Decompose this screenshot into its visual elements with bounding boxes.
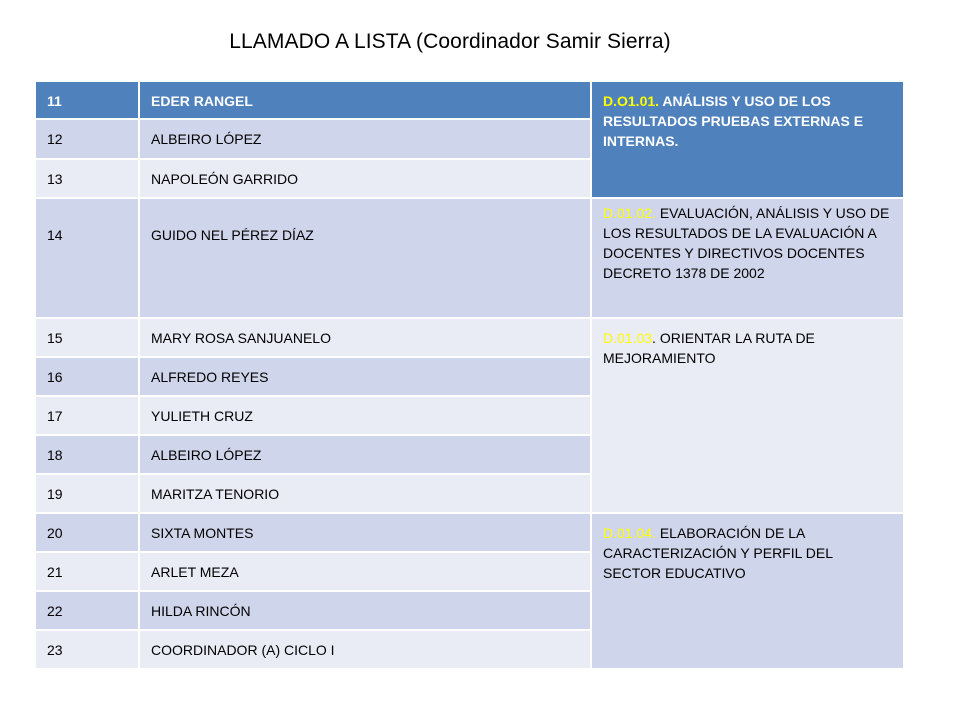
- participant-name: SIXTA MONTES: [139, 513, 591, 552]
- table-row: [35, 81, 904, 119]
- participant-name: MARITZA TENORIO: [139, 474, 591, 513]
- row-number: 22: [35, 591, 139, 630]
- row-number: 20: [35, 513, 139, 552]
- participant-name: HILDA RINCÓN: [139, 591, 591, 630]
- topic-text: . ORIENTAR LA RUTA DE MEJORAMIENTO: [603, 330, 815, 366]
- row-number: 15: [35, 318, 139, 357]
- row-number: 13: [35, 159, 139, 198]
- row-number: 12: [35, 119, 139, 159]
- participant-name: GUIDO NEL PÉREZ DÍAZ: [139, 198, 591, 318]
- page-title: LLAMADO A LISTA (Coordinador Samir Sierra): [229, 30, 671, 53]
- topic-cell: [591, 81, 904, 198]
- topic-code: D.01.03: [603, 330, 653, 346]
- row-number: 16: [35, 357, 139, 396]
- roll-call-table: [34, 80, 905, 670]
- participant-name: ALBEIRO LÓPEZ: [139, 435, 591, 474]
- participant-name: YULIETH CRUZ: [139, 396, 591, 435]
- row-number: 14: [35, 198, 139, 318]
- participant-name: NAPOLEÓN GARRIDO: [139, 159, 591, 198]
- topic-code: D.01.02.: [603, 205, 656, 221]
- row-number: 17: [35, 396, 139, 435]
- topic-text: ANÁLISIS Y USO DE LOS RESULTADOS PRUEBAS EXTERNAS E INTERNAS.: [603, 93, 864, 149]
- row-number: 19: [35, 474, 139, 513]
- topic-cell: [591, 198, 904, 318]
- participant-name: MARY ROSA SANJUANELO: [139, 318, 591, 357]
- row-number: 11: [35, 81, 139, 119]
- participant-name: ALBEIRO LÓPEZ: [139, 119, 591, 159]
- topic-text: ELABORACIÓN DE LA CARACTERIZACIÓN Y PERFIL DEL SECTOR EDUCATIVO: [603, 525, 833, 581]
- topic-code: D.O1.01.: [603, 93, 660, 109]
- row-number: 23: [35, 630, 139, 669]
- table-row: [35, 513, 904, 552]
- participant-name: EDER RANGEL: [139, 81, 591, 119]
- topic-cell: [591, 513, 904, 669]
- table-row: [35, 198, 904, 318]
- row-number: 21: [35, 552, 139, 591]
- participant-name: ALFREDO REYES: [139, 357, 591, 396]
- topic-text: EVALUACIÓN, ANÁLISIS Y USO DE LOS RESULTADOS DE LA EVALUACIÓN A DOCENTES Y DIRECTIVOS DOCENTES DECRETO 1378 DE 2002: [603, 205, 890, 281]
- table-row: [35, 318, 904, 357]
- topic-cell: [591, 318, 904, 513]
- row-number: 18: [35, 435, 139, 474]
- topic-code: D.01.04.: [603, 525, 656, 541]
- participant-name: COORDINADOR (A) CICLO I: [139, 630, 591, 669]
- participant-name: ARLET MEZA: [139, 552, 591, 591]
